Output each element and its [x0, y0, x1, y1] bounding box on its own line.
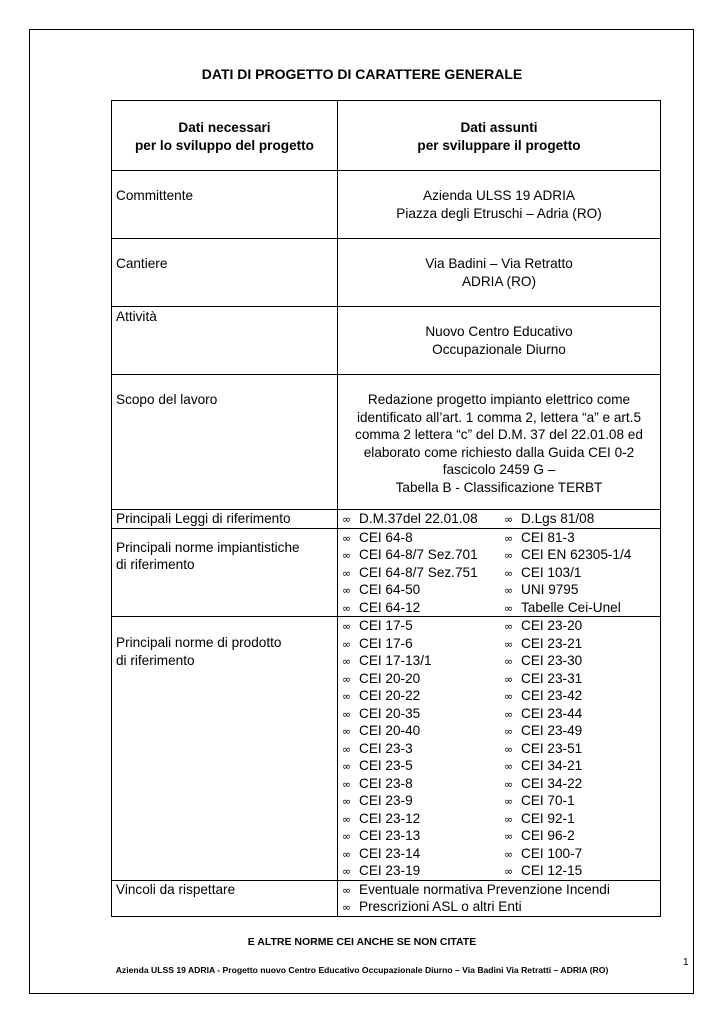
header-left-line2: per lo sviluppo del progetto — [135, 137, 314, 153]
row-leggi — [112, 510, 661, 529]
norm-item-label: CEI 23-8 — [359, 775, 413, 791]
bullet-icon: ∞ — [504, 742, 514, 756]
scopo-line: elaborato come richiesto dalla Guida CEI 0-2 — [363, 444, 635, 460]
norm-item-label: CEI 23-49 — [521, 723, 583, 738]
cantiere-line2: ADRIA (RO) — [461, 273, 536, 289]
attivita-line1: Nuovo Centro Educativo — [425, 324, 573, 339]
norm-item — [504, 670, 656, 688]
bullet-icon: ∞ — [504, 725, 514, 738]
norme-prodotto-value — [338, 617, 661, 881]
attivita-value — [338, 307, 661, 375]
norm-item — [342, 581, 504, 599]
norm-item-label: CEI 23-31 — [521, 670, 583, 686]
bullet-icon: ∞ — [504, 795, 514, 808]
norm-item-label: CEI 20-20 — [359, 670, 421, 686]
norm-item-label: CEI 96-2 — [521, 828, 575, 843]
norm-item-label: CEI 100-7 — [521, 845, 583, 861]
norme-prodotto-left-list — [342, 617, 504, 880]
norm-item-label: CEI 23-19 — [359, 863, 421, 878]
norm-item — [504, 862, 656, 880]
norm-item — [504, 810, 656, 828]
norm-item-label: CEI 23-30 — [521, 653, 583, 668]
norme-impiantistiche-left-list — [342, 529, 504, 617]
norm-item-label: CEI 64-8/7 Sez.751 — [359, 564, 478, 580]
row-scopo — [112, 375, 661, 510]
norm-item — [342, 510, 504, 528]
norme-prodotto-label-line2: di riferimento — [116, 652, 195, 668]
bullet-icon: ∞ — [342, 812, 352, 826]
norm-item-label: CEI 92-1 — [521, 810, 575, 826]
scopo-line: Redazione progetto impianto elettrico come — [367, 392, 631, 407]
scopo-line: identificato all’art. 1 comma 2, lettera “a” e art.5 — [356, 409, 642, 425]
norm-item-label: CEI 34-21 — [521, 758, 583, 773]
norm-item-label: UNI 9795 — [521, 582, 579, 597]
project-data-table — [111, 100, 661, 917]
bullet-icon: ∞ — [342, 901, 352, 914]
norm-item-label: CEI 81-3 — [521, 529, 575, 545]
norm-item-label: CEI 23-44 — [521, 705, 583, 721]
norm-item — [342, 599, 504, 617]
norm-item-label: CEI 23-42 — [521, 688, 583, 703]
bullet-icon: ∞ — [504, 672, 514, 686]
header-left-line1: Dati necessari — [178, 120, 271, 135]
norm-item — [342, 705, 504, 723]
norm-item-label: CEI 64-8 — [359, 529, 413, 545]
norm-item-label: CEI 17-6 — [359, 635, 413, 651]
bullet-icon: ∞ — [342, 690, 352, 703]
leggi-label: Principali Leggi di riferimento — [112, 510, 338, 529]
header-right-line2: per sviluppare il progetto — [417, 137, 581, 153]
bullet-icon: ∞ — [504, 637, 514, 651]
scopo-value — [338, 375, 661, 510]
committente-line2: Piazza degli Etruschi – Adria (RO) — [396, 205, 602, 221]
bullet-icon: ∞ — [342, 742, 352, 756]
norm-item — [342, 564, 504, 582]
norm-item-label: CEI 17-5 — [359, 618, 413, 633]
norme-impiantistiche-label-line2: di riferimento — [116, 557, 195, 572]
header-left-cell — [112, 101, 338, 171]
bullet-icon: ∞ — [504, 531, 514, 545]
row-attivita — [112, 307, 661, 375]
bullet-icon: ∞ — [342, 865, 352, 878]
norm-item — [504, 635, 656, 653]
table-header-row — [112, 101, 661, 171]
norm-item — [504, 845, 656, 863]
committente-line1: Azienda ULSS 19 ADRIA — [423, 188, 575, 203]
norm-item — [342, 881, 656, 899]
norm-item-label: CEI 23-9 — [359, 793, 413, 808]
norm-item — [342, 687, 504, 705]
bullet-icon: ∞ — [342, 795, 352, 808]
norme-impiantistiche-right-list — [504, 529, 656, 617]
bullet-icon: ∞ — [342, 707, 352, 721]
bullet-icon: ∞ — [504, 830, 514, 843]
bullet-icon: ∞ — [504, 620, 514, 633]
norm-item — [342, 775, 504, 793]
norm-item — [504, 529, 656, 547]
norm-item-label: CEI 23-51 — [521, 740, 583, 756]
norm-item-label: CEI 23-20 — [521, 618, 583, 633]
norm-item-label: Eventuale normativa Prevenzione Incendi — [359, 881, 610, 897]
header-right-line1: Dati assunti — [460, 120, 538, 135]
bullet-icon: ∞ — [504, 513, 514, 526]
norm-item — [342, 810, 504, 828]
norm-item-label: CEI 20-40 — [359, 723, 421, 738]
scopo-line: fascicolo 2459 G – — [442, 462, 556, 477]
norme-impiantistiche-label-line1: Principali norme impiantistiche — [116, 539, 300, 555]
norm-item — [342, 546, 504, 564]
committente-value — [338, 171, 661, 239]
norm-item-label: CEI 23-13 — [359, 828, 421, 843]
leggi-value — [338, 510, 661, 529]
norm-item — [504, 510, 656, 528]
norm-item — [504, 546, 656, 564]
norme-prodotto-label — [112, 617, 338, 881]
bullet-icon: ∞ — [504, 549, 514, 562]
bullet-icon: ∞ — [342, 566, 352, 580]
footnote: E ALTRE NORME CEI ANCHE SE NON CITATE — [247, 936, 477, 948]
norm-item — [504, 705, 656, 723]
norm-item-label: CEI 20-22 — [359, 688, 421, 703]
norm-item — [504, 687, 656, 705]
norm-item — [342, 529, 504, 547]
vincoli-label: Vincoli da rispettare — [112, 880, 338, 916]
norm-item-label: CEI 23-12 — [359, 810, 421, 826]
norm-item-label: CEI 70-1 — [521, 793, 575, 808]
bullet-icon: ∞ — [504, 812, 514, 826]
scopo-line: comma 2 lettera “c” del D.M. 37 del 22.01.08 ed — [355, 427, 643, 442]
norm-item-label: CEI 12-15 — [521, 863, 583, 878]
norm-item — [504, 617, 656, 635]
norm-item — [342, 792, 504, 810]
bullet-icon: ∞ — [504, 760, 514, 773]
committente-label: Committente — [112, 171, 338, 239]
norm-item — [504, 792, 656, 810]
norm-item-label: CEI 23-14 — [359, 845, 421, 861]
norm-item — [342, 862, 504, 880]
bullet-icon: ∞ — [504, 777, 514, 791]
bullet-icon: ∞ — [504, 847, 514, 861]
cantiere-label: Cantiere — [112, 239, 338, 307]
norm-item-label: CEI 64-12 — [359, 599, 421, 615]
norm-item — [342, 722, 504, 740]
norm-item — [504, 827, 656, 845]
scopo-label: Scopo del lavoro — [112, 375, 338, 510]
page-number: 1 — [683, 957, 689, 968]
norm-item — [504, 581, 656, 599]
leggi-right-list — [504, 510, 656, 528]
scopo-line: Tabella B - Classificazione TERBT — [395, 479, 603, 495]
norm-item — [504, 652, 656, 670]
bullet-icon: ∞ — [504, 690, 514, 703]
norm-item — [342, 652, 504, 670]
row-vincoli — [112, 880, 661, 916]
norm-item — [504, 775, 656, 793]
norm-item-label: D.M.37del 22.01.08 — [359, 511, 478, 526]
bullet-icon: ∞ — [504, 566, 514, 580]
bullet-icon: ∞ — [342, 777, 352, 791]
row-committente — [112, 171, 661, 239]
norm-item — [504, 564, 656, 582]
norm-item-label: CEI 23-3 — [359, 740, 413, 756]
bullet-icon: ∞ — [342, 883, 352, 897]
norm-item — [342, 845, 504, 863]
norm-item — [342, 635, 504, 653]
bullet-icon: ∞ — [342, 513, 352, 526]
vincoli-list — [338, 880, 661, 916]
header-right-cell — [338, 101, 661, 171]
bullet-icon: ∞ — [342, 847, 352, 861]
attivita-label: Attività — [112, 307, 338, 375]
norm-item-label: CEI 64-8/7 Sez.701 — [359, 547, 478, 562]
leggi-left-list — [342, 510, 504, 528]
bullet-icon: ∞ — [342, 620, 352, 633]
norm-item-label: CEI 64-50 — [359, 582, 421, 597]
cantiere-line1: Via Badini – Via Retratto — [425, 256, 573, 271]
norme-impiantistiche-label — [112, 528, 338, 617]
bullet-icon: ∞ — [342, 637, 352, 651]
cantiere-value — [338, 239, 661, 307]
norm-item — [342, 740, 504, 758]
norme-prodotto-right-list — [504, 617, 656, 880]
norm-item-label: CEI 23-21 — [521, 635, 583, 651]
norme-prodotto-label-line1: Principali norme di prodotto — [116, 635, 282, 650]
norm-item — [504, 740, 656, 758]
norm-item — [342, 757, 504, 775]
row-norme-impiantistiche — [112, 528, 661, 617]
attivita-line2: Occupazionale Diurno — [432, 341, 566, 357]
bullet-icon: ∞ — [342, 830, 352, 843]
bullet-icon: ∞ — [504, 865, 514, 878]
norm-item-label: CEI 103/1 — [521, 564, 582, 580]
page-footer: Azienda ULSS 19 ADRIA - Progetto nuovo Centro Educativo Occupazionale Diurno – Via Badini Via Retratti – ADRIA (RO) — [115, 965, 609, 975]
norm-item-label: CEI 20-35 — [359, 705, 421, 721]
bullet-icon: ∞ — [342, 601, 352, 615]
norm-item — [342, 617, 504, 635]
norm-item-label: CEI 23-5 — [359, 758, 413, 773]
norm-item-label: D.Lgs 81/08 — [521, 511, 595, 526]
norme-impiantistiche-value — [338, 528, 661, 617]
bullet-icon: ∞ — [504, 707, 514, 721]
bullet-icon: ∞ — [342, 549, 352, 562]
norm-item — [342, 670, 504, 688]
norm-item — [504, 722, 656, 740]
norm-item-label: Prescrizioni ASL o altri Enti — [359, 899, 522, 914]
norm-item-label: CEI 34-22 — [521, 775, 583, 791]
norm-item — [504, 599, 656, 617]
bullet-icon: ∞ — [342, 760, 352, 773]
bullet-icon: ∞ — [504, 601, 514, 615]
bullet-icon: ∞ — [342, 655, 352, 668]
bullet-icon: ∞ — [342, 584, 352, 597]
row-norme-prodotto — [112, 617, 661, 881]
norm-item — [342, 827, 504, 845]
norm-item-label: CEI EN 62305-1/4 — [521, 547, 632, 562]
bullet-icon: ∞ — [342, 725, 352, 738]
norm-item-label: CEI 17-13/1 — [359, 653, 432, 668]
norm-item — [504, 757, 656, 775]
row-cantiere — [112, 239, 661, 307]
norm-item-label: Tabelle Cei-Unel — [521, 599, 621, 615]
bullet-icon: ∞ — [504, 584, 514, 597]
bullet-icon: ∞ — [504, 655, 514, 668]
bullet-icon: ∞ — [342, 672, 352, 686]
document-title: DATI DI PROGETTO DI CARATTERE GENERALE — [201, 66, 523, 82]
bullet-icon: ∞ — [342, 531, 352, 545]
norm-item — [342, 898, 656, 916]
